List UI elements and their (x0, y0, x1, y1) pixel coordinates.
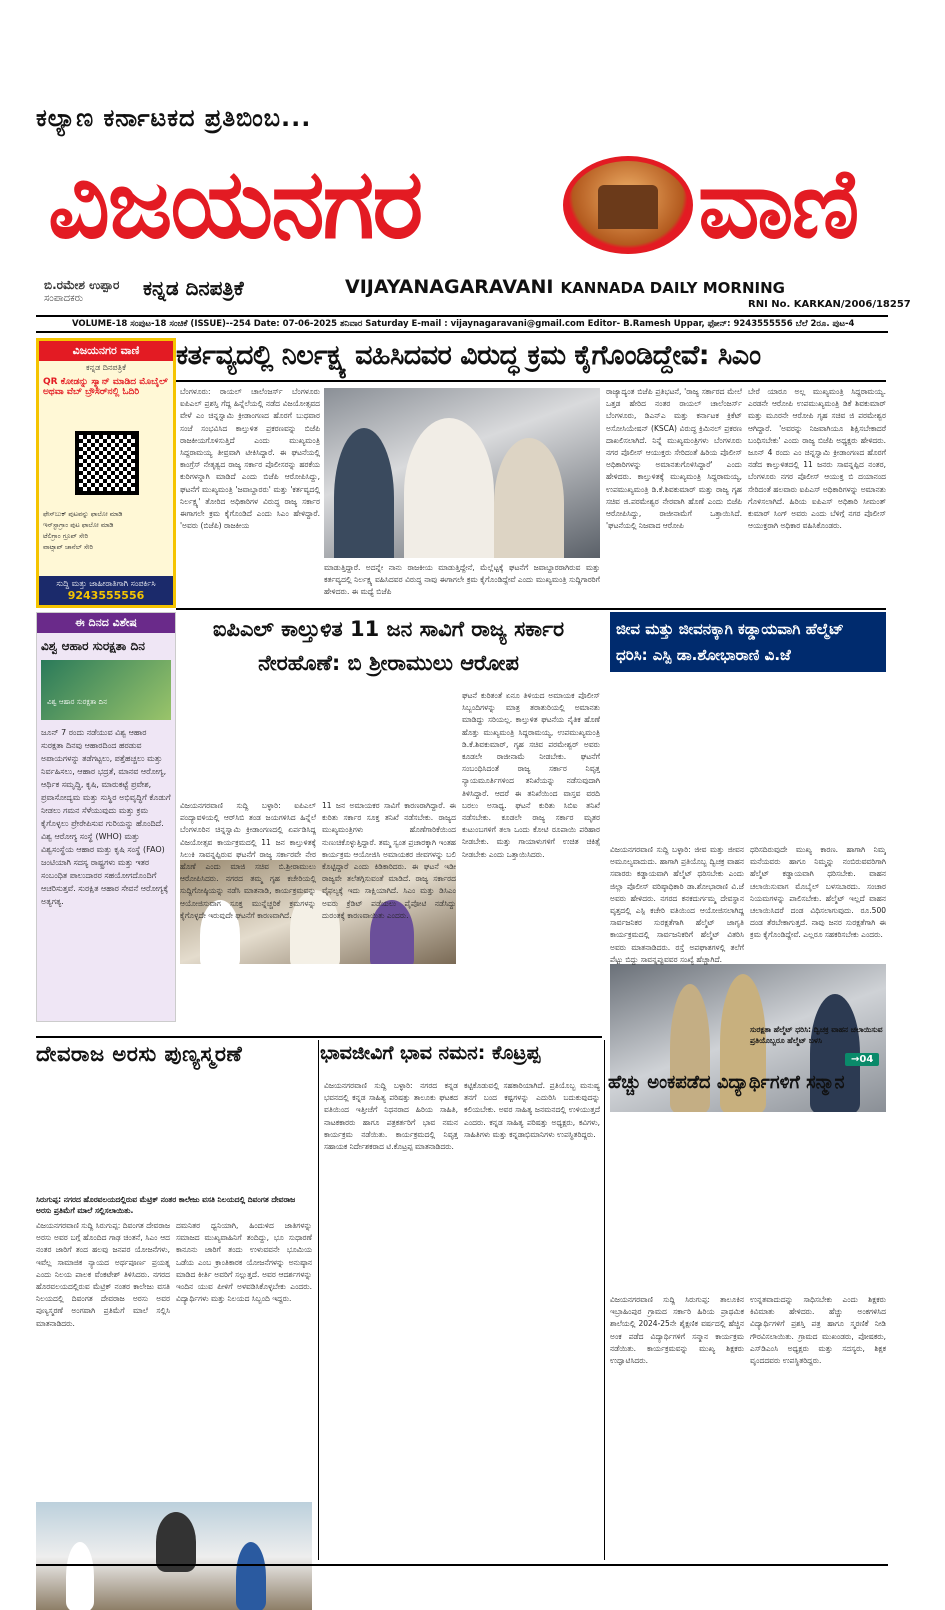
story4-col-a: ವಿಜಯನಗರವಾಣಿ ಸುದ್ದಿ ಸಿರುಗುಪ್ಪ: ದಿವಂಗತ ದೇವರಾಜ ಅರಸು ಅವರ ಬಗ್ಗೆ ಹೊಂದಿದ ಗಾಢ ಚಿಂತನೆ, ಸಿಎಂ ಆದ ನಂತರ ಜಾರಿಗೆ ತಂದ ಹಲವು ಜನಪರ ಯೋಜನೆಗಳು, ಇವೆಲ್ಲ ಸಾಮಾಜಿಕ ನ್ಯಾಯದ ಅರ್ಥಪೂರ್ಣ ಪ್ರಯತ್ನ ಎಂದು ನಿಲಯ ಪಾಲಕ ವೆಂಕಟೇಶ್ ತಿಳಿಸಿದರು. ನಗರದ ಹೊರವಲಯದಲ್ಲಿರುವ ಮೆಟ್ರಿಕ್ ನಂತರ ಕಾಲೇಜು ವಸತಿ ನಿಲಯದಲ್ಲಿ ದಿವಂಗತ ದೇವರಾಜ ಅರಸು ಅವರ ಪುಣ್ಯಸ್ಮರಣೆ ಅಂಗವಾಗಿ ಪ್ರತಿಮೆಗೆ ಮಾಲೆ ಸಲ್ಲಿಸಿ ಮಾತನಾಡಿದರು. (36, 1221, 170, 1328)
ad-line: ವಾಟ್ಸಾಪ್ ಚಾನೆಲ್ ಸೇರಿ (43, 543, 93, 551)
rni-number: RNI No. KARKAN/2006/18257 (748, 299, 911, 310)
story3-headline[interactable]: ಜೀವ ಮತ್ತು ಜೀವನಕ್ಕಾಗಿ ಕಡ್ಡಾಯವಾಗಿ ಹೆಲ್ಮೆಟ್ ಧರಿಸಿ: ಎಸ್ಪಿ ಡಾ.ಶೋಭಾರಾಣಿ ವಿ.ಜೆ (610, 612, 886, 672)
kannada-daily-label: ಕನ್ನಡ ದಿನಪತ್ರಿಕೆ (143, 276, 244, 300)
editor-credit (44, 278, 119, 304)
story2-right-col: ಘಟನೆ ಕುರಿತಂತೆ ಏನೂ ತಿಳಿಯದ ಅಮಾಯಕ ಪೊಲೀಸ್ ಸಿಬ್ಬಂದಿಗಳನ್ನು ಮಾತ್ರ ತರಾತುರಿಯಲ್ಲಿ ಅಮಾನತು ಮಾಡಿದ್ದು ಸರಿಯಲ್ಲ. ಕಾಲ್ತುಳಿತ ಘಟನೆಯ ನೈತಿಕ ಹೊಣೆ ಹೊತ್ತು ಮುಖ್ಯಮಂತ್ರಿ ಸಿದ್ದರಾಮಯ್ಯ, ಉಪಮುಖ್ಯಮಂತ್ರಿ ಡಿ.ಕೆ.ಶಿವಕುಮಾರ್, ಗೃಹ ಸಚಿವ ಪರಮೇಶ್ವರ್ ಅವರು ಕೂಡಲೇ ರಾಜೀನಾಮೆ ನೀಡಬೇಕು. ಘಟನೆಗೆ ಸಂಬಂಧಿಸಿದಂತೆ ರಾಜ್ಯ ಸರ್ಕಾರ ನಿವೃತ್ತ ನ್ಯಾಯಮೂರ್ತಿಗಳಿಂದ ತನಿಖೆಯನ್ನು ನಡೆಸುವುದಾಗಿ ತಿಳಿಸಿದ್ದಾರೆ. ಆದರೆ ಈ ತನಿಖೆಯಿಂದ ವಾಸ್ತವ ವರದಿ ಬರಲು ಅಸಾಧ್ಯ. ಘಟನೆ ಕುರಿತು ಸಿಬಿಐ ತನಿಖೆ ನಡೆಸಬೇಕು. ಕೂಡಲೇ ರಾಜ್ಯ ಸರ್ಕಾರ ಮೃತರ ಕುಟುಂಬಗಳಿಗೆ ತಲಾ ಒಂದು ಕೋಟಿ ರೂಪಾಯಿ ಪರಿಹಾರ ನೀಡಬೇಕು. ಮತ್ತು ಗಾಯಾಳುಗಳಿಗೆ ಉಚಿತ ಚಿಕಿತ್ಸೆ ನೀಡಬೇಕು ಎಂದು ಒತ್ತಾಯಿಸಿದರು. (462, 691, 600, 859)
story5-col-a: ವಿಜಯನಗರವಾಣಿ ಸುದ್ದಿ ಬಳ್ಳಾರಿ: ನಗರದ ಕನ್ನಡ ಭವನದಲ್ಲಿ ಕನ್ನಡ ಸಾಹಿತ್ಯ ಪರಿಷತ್ತು ತಾಲೂಕು ಘಟಕದ ವತಿಯಿಂದ ಇತ್ತೀಚೆಗೆ ನಿಧನರಾದ ಹಿರಿಯ ಸಾಹಿತಿ, ನಾಟಕಕಾರರು ಹಾಗೂ ಪತ್ರಕರ್ತರಿಗೆ ಭಾವ ನಮನ ಕಾರ್ಯಕ್ರಮ ನಡೆಯಿತು. ಕಾರ್ಯಕ್ರಮದಲ್ಲಿ ನಿವೃತ್ತ ಸಹಾಯಕ ನಿರ್ದೇಶಕರಾದ ಟಿ.ಕೊಟ್ರಪ್ಪ ಮಾತನಾಡಿದರು. (324, 1081, 458, 1152)
lead-col-3: ರಾಜ್ಯಾದ್ಯಂತ ಬಿಜೆಪಿ ಪ್ರತಿಭಟನೆ, 'ರಾಜ್ಯ ಸರ್ಕಾರದ ಮೇಲೆ ಒತ್ತಡ ಹೇರಿದ ನಂತರ ರಾಯಲ್ ಚಾಲೆಂಜರ್ಸ್ ಬೆಂಗಳೂರು, ಡಿಎನ್‌ಎ ಮತ್ತು ಕರ್ನಾಟಕ ಕ್ರಿಕೆಟ್ ಅಸೋಸಿಯೇಷನ್ (KSCA) ವಿರುದ್ಧ ಕ್ರಿಮಿನಲ್ ಪ್ರಕರಣ ದಾಖಲಿಸಲಾಗಿದೆ. ನಿನ್ನೆ ಮುಖ್ಯಮಂತ್ರಿಗಳು ಬೆಂಗಳೂರು ನಗರ ಪೊಲೀಸ್ ಆಯುಕ್ತರು ಸೇರಿದಂತೆ ಹಿರಿಯ ಪೊಲೀಸ್ ಅಧಿಕಾರಿಗಳನ್ನು ಅಮಾನತುಗೊಳಿಸಿದ್ದಾರೆ' ಎಂದು ಹೇಳಿದರು. ಕಾಲ್ತುಳಿತಕ್ಕೆ ಮುಖ್ಯಮಂತ್ರಿ ಸಿದ್ದರಾಮಯ್ಯ, ಉಪಮುಖ್ಯಮಂತ್ರಿ ಡಿ.ಕೆ.ಶಿವಕುಮಾರ್ ಮತ್ತು ರಾಜ್ಯ ಗೃಹ ಸಚಿವ ಜಿ.ಪರಮೇಶ್ವರ ನೇರವಾಗಿ ಹೊಣೆ ಎಂದು ಬಿಜೆಪಿ ಆರೋಪಿಸಿದ್ದು, ರಾಜೀನಾಮೆಗೆ ಒತ್ತಾಯಿಸಿದೆ. 'ಘಟನೆಯಲ್ಲಿ ನಿಜವಾದ ಆರೋಪಿ (606, 387, 742, 531)
story6-col-b: ಉನ್ನತವಾದುದನ್ನು ಸಾಧಿಸಬೇಕು ಎಂದು ಶಿಕ್ಷಕರು ಕಿವಿಮಾತು ಹೇಳಿದರು. ಹೆಚ್ಚು ಅಂಕಗಳಿಸಿದ ವಿದ್ಯಾರ್ಥಿಗಳಿಗೆ ಪ್ರಶಸ್ತಿ ಪತ್ರ ಹಾಗೂ ಸ್ಮರಣಿಕೆ ನೀಡಿ ಗೌರವಿಸಲಾಯಿತು. ಗ್ರಾಮದ ಮುಖಂಡರು, ಪೋಷಕರು, ಎಸ್‌ಡಿಎಂಸಿ ಅಧ್ಯಕ್ಷರು ಮತ್ತು ಸದಸ್ಯರು, ಶಿಕ್ಷಕ ವೃಂದದವರು ಉಪಸ್ಥಿತರಿದ್ದರು. (750, 1295, 886, 1366)
sidebar-advert (36, 338, 176, 608)
story4-caption: ಸಿರುಗುಪ್ಪ: ನಗರದ ಹೊರವಲಯದಲ್ಲಿರುವ ಮೆಟ್ರಿಕ್ ನಂತರ ಕಾಲೇಜು ವಸತಿ ನಿಲಯದಲ್ಲಿ ದಿವಂಗತ ದೇವರಾಜ ಅರಸು ಪ್ರತಿಮೆಗೆ ಮಾಲೆ ಸಲ್ಲಿಸಲಾಯಿತು. (36, 1195, 296, 1215)
ad-line: ಇನ್‌ಸ್ಟಾಗ್ರಾಂ ಪುಟ ಫಾಲೋ ಮಾಡಿ (43, 521, 114, 529)
ad-contact-label: ಸುದ್ದಿ ಮತ್ತು ಜಾಹೀರಾತಿಗಾಗಿ ಸಂಪರ್ಕಿಸಿ (56, 579, 156, 588)
divider (176, 608, 886, 610)
masthead-tagline: ಕಲ್ಯಾಣ ಕರ್ನಾಟಕದ ಪ್ರತಿಬಿಂಬ... (36, 104, 312, 132)
special-image-caption: ವಿಶ್ವ ಆಹಾರ ಸುರಕ್ಷತಾ ದಿನ (47, 698, 107, 706)
masthead-logo (48, 148, 900, 260)
page-bottom-rule (36, 1564, 888, 1566)
food-safety-image (41, 660, 171, 720)
column-rule (318, 1040, 319, 1560)
english-tag: KANNADA DAILY MORNING (560, 279, 785, 297)
lead-col-2: ಮಾಡುತ್ತಿದ್ದಾರೆ. ಅದನ್ನೇ ನಾನು ರಾಜಕೀಯ ಮಾಡುತ್ತಿದ್ದೇನೆ, ಮೆಲ್ಲೆಟ್ಟಕ್ಕೆ ಘಟನೆಗೆ ಜವಾಬ್ದಾರರಾಗಿರುವ ಮತ್ತು ಕರ್ತವ್ಯದಲ್ಲಿ ನಿರ್ಲಕ್ಷ್ಯ ವಹಿಸಿದವರ ವಿರುದ್ಧ ನಾವು ಈಗಾಗಲೇ ಕ್ರಮ ಕೈಗೊಂಡಿದ್ದೇವೆ ಎಂದು ಮುಖ್ಯಮಂತ್ರಿ ಸುದ್ದಿಗಾರರಿಗೆ ಹೇಳಿದರು. ಈ ಮಧ್ಯೆ ಬಿಜೆಪಿ (324, 563, 600, 597)
masthead-title-left: ವಿಜಯನಗರ (48, 148, 422, 260)
english-masthead (345, 276, 785, 298)
editor-name: ಬಿ.ರಮೇಶ ಉಪ್ಪಾರ (44, 278, 120, 292)
english-name: VIJAYANAGARAVANI (345, 276, 554, 298)
hampi-chariot-emblem-icon (563, 156, 693, 254)
ad-social-list (43, 509, 171, 553)
special-title: ವಿಶ್ವ ಆಹಾರ ಸುರಕ್ಷತಾ ದಿನ (41, 639, 145, 653)
story3-caption: ಸುರಕ್ಷತಾ ಹೆಲ್ಮೆಟ್ ಧರಿಸಿ: ದ್ವಿಚಕ್ರ ವಾಹನ ಚಲಾಯಿಸುವ ಪ್ರತಿಯೊಬ್ಬರೂ ಹೆಲ್ಮೆಟ್ ಬಳಸಿ (750, 1025, 883, 1045)
issue-info-bar: VOLUME-18 ಸಂಪುಟ-18 ಸಂಚಿಕೆ (ISSUE)--254 Date: 07-06-2025 ಶನಿವಾರ Saturday E-mail : vijaynagaravani@gmail.com Editor- B.Ramesh Uppar, ಫೋನ್: 9243555556 ಬೆಲೆ 2ರೂ. ಪುಟ-4 (36, 315, 888, 333)
ad-qr-label: QR ಕೋಡನ್ನು ಸ್ಕ್ಯಾನ್ ಮಾಡಿದ ಮೊಬೈಲ್ ಅಥವಾ ವೆಬ್ ಬ್ರೌಸರ್‌ನಲ್ಲಿ ಓದಿರಿ (43, 377, 168, 397)
ad-line: ಫೇಸ್‌ಬುಕ್ ಪುಟವನ್ನು ಫಾಲೋ ಮಾಡಿ (43, 510, 123, 518)
story6-col-a: ವಿಜಯನಗರವಾಣಿ ಸುದ್ದಿ ಸಿರುಗುಪ್ಪ: ತಾಲೂಕಿನ ಇಬ್ರಾಹಿಂಪುರ ಗ್ರಾಮದ ಸರ್ಕಾರಿ ಹಿರಿಯ ಪ್ರಾಥಮಿಕ ಶಾಲೆಯಲ್ಲಿ 2024-25ನೇ ಶೈಕ್ಷಣಿಕ ವರ್ಷದಲ್ಲಿ ಹೆಚ್ಚಿನ ಅಂಕ ಪಡೆದ ವಿದ್ಯಾರ್ಥಿಗಳಿಗೆ ಸನ್ಮಾನ ಕಾರ್ಯಕ್ರಮ ನಡೆಯಿತು. ಕಾರ್ಯಕ್ರಮವನ್ನು ಮುಖ್ಯ ಶಿಕ್ಷಕರು ಉದ್ಘಾಟಿಸಿದರು. (610, 1295, 744, 1366)
story2-headline[interactable]: ಐಪಿಎಲ್ ಕಾಲ್ತುಳಿತ 11 ಜನ ಸಾವಿಗೆ ರಾಜ್ಯ ಸರ್ಕಾರ ನೇರಹೊಣೆ: ಬಿ ಶ್ರೀರಾಮುಲು ಆರೋಪ (212, 617, 565, 675)
special-heading: ಈ ದಿನದ ವಿಶೇಷ (37, 613, 175, 633)
story5-headline[interactable]: ಭಾವಜೀವಿಗೆ ಭಾವ ನಮನ: ಕೊಟ್ರಪ್ಪ (320, 1042, 541, 1064)
divider (176, 380, 886, 382)
ad-subtitle: ಕನ್ನಡ ದಿನಪತ್ರಿಕೆ (85, 363, 126, 372)
ad-phone-number: 9243555556 (67, 589, 145, 602)
special-text: ಜೂನ್ 7 ರಂದು ನಡೆಯುವ ವಿಶ್ವ ಆಹಾರ ಸುರಕ್ಷತಾ ದಿನವು ಆಹಾರದಿಂದ ಹರಡುವ ಅಪಾಯಗಳನ್ನು ತಡೆಗಟ್ಟಲು, ಪತ್ತೆಹಚ್ಚಲು ಮತ್ತು ನಿರ್ವಹಿಸಲು, ಆಹಾರ ಭದ್ರತೆ, ಮಾನವ ಆರೋಗ್ಯ, ಆರ್ಥಿಕ ಸಮೃದ್ಧಿ, ಕೃಷಿ, ಮಾರುಕಟ್ಟೆ ಪ್ರವೇಶ, ಪ್ರವಾಸೋದ್ಯಮ ಮತ್ತು ಸುಸ್ಥಿರ ಅಭಿವೃದ್ಧಿಗೆ ಕೊಡುಗೆ ನೀಡಲು ಗಮನ ಸೆಳೆಯುವುದು ಮತ್ತು ಕ್ರಮ ಕೈಗೊಳ್ಳಲು ಪ್ರೇರೇಪಿಸುವ ಗುರಿಯನ್ನು ಹೊಂದಿದೆ. ವಿಶ್ವ ಆರೋಗ್ಯ ಸಂಸ್ಥೆ (WHO) ಮತ್ತು ವಿಶ್ವಸಂಸ್ಥೆಯ ಆಹಾರ ಮತ್ತು ಕೃಷಿ ಸಂಸ್ಥೆ (FAO) ಜಂಟಿಯಾಗಿ ಸದಸ್ಯ ರಾಷ್ಟ್ರಗಳು ಮತ್ತು ಇತರ ಸಂಬಂಧಿತ ಪಾಲುದಾರರ ಸಹಯೋಗದೊಂದಿಗೆ ಆಚರಿಸುತ್ತವೆ. ಸುರಕ್ಷಿತ ಆಹಾರ ಸೇವನೆ ಆರೋಗ್ಯಕ್ಕೆ ಅತ್ಯಗತ್ಯ. (41, 728, 171, 906)
story6-headline[interactable]: ಹೆಚ್ಚು ಅಂಕಪಡೆದ ವಿದ್ಯಾರ್ಥಿಗಳಿಗೆ ಸನ್ಮಾನ (608, 1072, 845, 1093)
editor-role: ಸಂಪಾದಕರು (44, 293, 84, 304)
column-rule (604, 1040, 605, 1560)
lead-col-4: ಬೇರೆ ಯಾರೂ ಅಲ್ಲ ಮುಖ್ಯಮಂತ್ರಿ ಸಿದ್ದರಾಮಯ್ಯ. ಎರಡನೇ ಆರೋಪಿ ಉಪಮುಖ್ಯಮಂತ್ರಿ ಡಿಕೆ ಶಿವಕುಮಾರ್ ಮತ್ತು ಮೂರನೇ ಆರೋಪಿ ಗೃಹ ಸಚಿವ ಜಿ ಪರಮೇಶ್ವರ ಆಗಿದ್ದಾರೆ. 'ಅವರನ್ನು ನಿಜವಾಗಿಯೂ ಶಿಕ್ಷಿಸಬೇಕಾದರೆ ಬಂಧಿಸಬೇಕು' ಎಂದು ರಾಜ್ಯ ಬಿಜೆಪಿ ಅಧ್ಯಕ್ಷರು ಹೇಳಿದರು. ಜೂನ್ 4 ರಂದು ಎಂ ಚಿನ್ನಸ್ವಾಮಿ ಕ್ರೀಡಾಂಗಣದ ಹೊರಗೆ ನಡೆದ ಕಾಲ್ತುಳಿತದಲ್ಲಿ 11 ಜನರು ಸಾವನ್ನಪ್ಪಿದ ನಂತರ, ಬೆಂಗಳೂರು ನಗರ ಪೊಲೀಸ್ ಆಯುಕ್ತ ಬಿ ದಯಾನಂದ ಸೇರಿದಂತೆ ಹಲವಾರು ಐಪಿಎಸ್ ಅಧಿಕಾರಿಗಳನ್ನು ಅಮಾನತು ಗೊಳಿಸಲಾಗಿದೆ. ಹಿರಿಯ ಐಪಿಎಸ್ ಅಧಿಕಾರಿ ಸೀಮಂತ್ ಕುಮಾರ್ ಸಿಂಗ್ ಅವರು ಎಂದು ಬೆಳಿಗ್ಗೆ ನಗರ ಪೊಲೀಸ್ ಆಯುಕ್ತರಾಗಿ ಅಧಿಕಾರ ವಹಿಸಿಕೊಂಡರು. (748, 387, 886, 531)
ad-contact (39, 576, 173, 605)
masthead-title-right: ವಾಣಿ (698, 148, 858, 260)
story5-col-b: ಕಟ್ಟಿಕೊಡುವಲ್ಲಿ ಸಹಕಾರಿಯಾಗಿದೆ. ಪ್ರತಿಯೊಬ್ಬ ಮನುಷ್ಯ ತನಗೆ ಬಂದ ಕಷ್ಟಗಳನ್ನು ಎದುರಿಸಿ ಬದುಕುವುದನ್ನು ಕಲಿಯಬೇಕು. ಅವರ ಸಾಹಿತ್ಯ ಜನಮನದಲ್ಲಿ ಉಳಿಯುತ್ತದೆ ಎಂದರು. ಕನ್ನಡ ಸಾಹಿತ್ಯ ಪರಿಷತ್ತು ಅಧ್ಯಕ್ಷರು, ಕವಿಗಳು, ಸಾಹಿತಿಗಳು ಮತ್ತು ಕನ್ನಡಾಭಿಮಾನಿಗಳು ಉಪಸ್ಥಿತರಿದ್ದರು. (464, 1081, 600, 1139)
story2-col-b: 11 ಜನ ಅಮಾಯಕರ ಸಾವಿಗೆ ಕಾರಣರಾಗಿದ್ದಾರೆ. ಈ ಕುರಿತು ಸರ್ಕಾರ ಸೂಕ್ತ ತನಿಖೆ ನಡೆಸಬೇಕು. ರಾಜ್ಯದ ಮುಖ್ಯಮಂತ್ರಿಗಳು ಹೊಣೆಗಾರಿಕೆಯಿಂದ ನುಣುಚಿಕೊಳ್ಳುತ್ತಿದ್ದಾರೆ. ತಮ್ಮ ಸ್ವಂತ ಪ್ರಚಾರಕ್ಕಾಗಿ ಇಂತಹ ಕಾರ್ಯಕ್ರಮ ಆಯೋಜಿಸಿ ಅಮಾಯಕರ ಜೀವಗಳನ್ನು ಬಲಿ ಕೊಟ್ಟಿದ್ದಾರೆ ಎಂದು ಕಿಡಿಕಾರಿದರು. ಈ ಘಟನೆ ಇಡೀ ರಾಜ್ಯವೇ ತಲೆತಗ್ಗಿಸುವಂತೆ ಮಾಡಿದೆ. ರಾಜ್ಯ ಸರ್ಕಾರದ ವೈಫಲ್ಯಕ್ಕೆ ಇದು ಸಾಕ್ಷಿಯಾಗಿದೆ. ಸಿಎಂ ಮತ್ತು ಡಿಸಿಎಂ ಅವರು ಕ್ರೆಡಿಟ್ ಪಡೆಯಲು ಪೈಪೋಟಿ ನಡೆಸಿದ್ದು ದುರಂತಕ್ಕೆ ಕಾರಣವಾಯಿತು ಎಂದರು. (322, 801, 456, 920)
ad-line: ಟೆಲಿಗ್ರಾಂ ಗ್ರೂಪ್ ಸೇರಿ (43, 532, 89, 540)
divider (36, 1036, 602, 1038)
story2-col-a: ವಿಜಯನಗರವಾಣಿ ಸುದ್ದಿ ಬಳ್ಳಾರಿ: ಐಪಿಎಲ್ ಪಂದ್ಯಾವಳಿಯಲ್ಲಿ ಆರ್‌ಸಿಬಿ ತಂಡ ಜಯಗಳಿಸಿದ ಹಿನ್ನೆಲೆ ಬೆಂಗಳೂರಿನ ಚಿನ್ನಸ್ವಾಮಿ ಕ್ರೀಡಾಂಗಣದಲ್ಲಿ ಏರ್ಪಡಿಸಿದ್ದ ವಿಜಯೋತ್ಸವ ಕಾರ್ಯಕ್ರಮದಲ್ಲಿ 11 ಜನ ಕಾಲ್ತುಳಿತಕ್ಕೆ ಸಿಲುಕಿ ಸಾವನ್ನಪ್ಪಿರುವ ಘಟನೆಗೆ ರಾಜ್ಯ ಸರ್ಕಾರವೇ ನೇರ ಹೊಣೆ ಎಂದು ಮಾಜಿ ಸಚಿವ ಬಿ.ಶ್ರೀರಾಮುಲು ಆರೋಪಿಸಿದರು. ನಗರದ ತಮ್ಮ ಗೃಹ ಕಚೇರಿಯಲ್ಲಿ ಸುದ್ದಿಗೋಷ್ಠಿಯನ್ನು ನಡೆಸಿ ಮಾತನಾಡಿ, ಕಾರ್ಯಕ್ರಮವನ್ನು ಆಯೋಜಿಸುವಾಗ ಸೂಕ್ತ ಮುನ್ನೆಚ್ಚರಿಕೆ ಕ್ರಮಗಳನ್ನು ಕೈಗೊಳ್ಳದೇ ಇರುವುದೇ ಘಟನೆಗೆ ಕಾರಣವಾಗಿದೆ. (180, 801, 316, 920)
story4-col-b: ದಮನಿತರ ಧ್ವನಿಯಾಗಿ, ಹಿಂದುಳಿದ ಜಾತಿಗಳನ್ನು ಸಮಾಜದ ಮುಖ್ಯವಾಹಿನಿಗೆ ತಂದಿದ್ದು, ಭೂ ಸುಧಾರಣೆ ಕಾನೂನು ಜಾರಿಗೆ ತಂದು ಉಳುವವನೇ ಭೂಮಿಯ ಒಡೆಯ ಎಂಬ ಕ್ರಾಂತಿಕಾರಕ ಯೋಜನೆಗಳನ್ನು ಅನುಷ್ಠಾನ ಮಾಡಿದ ಕೀರ್ತಿ ಅವರಿಗೆ ಸಲ್ಲುತ್ತದೆ. ಅವರ ಆದರ್ಶಗಳನ್ನು ಇಂದಿನ ಯುವ ಪೀಳಿಗೆ ಅಳವಡಿಸಿಕೊಳ್ಳಬೇಕು ಎಂದರು. ವಿದ್ಯಾರ್ಥಿಗಳು ಮತ್ತು ನಿಲಯದ ಸಿಬ್ಬಂದಿ ಇದ್ದರು. (176, 1221, 312, 1304)
qr-code-icon[interactable] (75, 431, 139, 495)
lead-headline[interactable]: ಕರ್ತವ್ಯದಲ್ಲಿ ನಿರ್ಲಕ್ಷ್ಯ ವಹಿಸಿದವರ ವಿರುದ್ಧ ಕ್ರಮ ಕೈಗೊಂಡಿದ್ದೇವೆ: ಸಿಎಂ (176, 340, 761, 371)
story3-col-a: ವಿಜಯನಗರವಾಣಿ ಸುದ್ದಿ ಬಳ್ಳಾರಿ: ಜೀವ ಮತ್ತು ಜೀವನ ಅಮೂಲ್ಯವಾದುದು. ಹಾಗಾಗಿ ಪ್ರತಿಯೊಬ್ಬ ದ್ವಿಚಕ್ರ ವಾಹನ ಸವಾರರು ಕಡ್ಡಾಯವಾಗಿ ಹೆಲ್ಮೆಟ್ ಧರಿಸಬೇಕು ಎಂದು ಜಿಲ್ಲಾ ಪೊಲೀಸ್ ವರಿಷ್ಠಾಧಿಕಾರಿ ಡಾ.ಶೋಭಾರಾಣಿ ವಿ.ಜೆ ಅವರು ಹೇಳಿದರು. ನಗರದ ಕನಕದುರ್ಗಮ್ಮ ದೇವಸ್ಥಾನ ವೃತ್ತದಲ್ಲಿ ಎಸ್ಪಿ ಕಚೇರಿ ವತಿಯಿಂದ ಆಯೋಜಿಸಲಾಗಿದ್ದ ಸಾರ್ವಜನಿಕರ ಸುರಕ್ಷತೆಗಾಗಿ ಹೆಲ್ಮೆಟ್ ಜಾಗೃತಿ ಕಾರ್ಯಕ್ರಮದಲ್ಲಿ ಸಾರ್ವಜನಿಕರಿಗೆ ಹೆಲ್ಮೆಟ್ ವಿತರಿಸಿ ಅವರು ಮಾತನಾಡಿದರು. ರಸ್ತೆ ಅಪಘಾತಗಳಲ್ಲಿ ತಲೆಗೆ ಪೆಟ್ಟು ಬಿದ್ದು ಸಾವನ್ನಪ್ಪುವವರ ಸಂಖ್ಯೆ ಹೆಚ್ಚಾಗಿದೆ. (610, 845, 744, 964)
today-special-box (36, 612, 176, 1022)
story3-col-b: ಧರಿಸದಿರುವುದೇ ಮುಖ್ಯ ಕಾರಣ. ಹಾಗಾಗಿ ನಿಮ್ಮ ಮನೆಯವರು ಹಾಗೂ ನಿಮ್ಮನ್ನು ನಂಬಿರುವವರಿಗಾಗಿ ಹೆಲ್ಮೆಟ್ ಕಡ್ಡಾಯವಾಗಿ ಧರಿಸಬೇಕು. ವಾಹನ ಚಲಾಯಿಸುವಾಗ ಮೊಬೈಲ್ ಬಳಸಬಾರದು. ಸಂಚಾರ ನಿಯಮಗಳನ್ನು ಪಾಲಿಸಬೇಕು. ಹೆಲ್ಮೆಟ್ ಇಲ್ಲದೆ ವಾಹನ ಚಲಾಯಿಸಿದರೆ ದಂಡ ವಿಧಿಸಲಾಗುವುದು. ರೂ.500 ದಂಡ ತೆರಬೇಕಾಗುತ್ತದೆ. ನಾವು ಜನರ ಸುರಕ್ಷತೆಗಾಗಿ ಈ ಕ್ರಮ ಕೈಗೊಂಡಿದ್ದೇವೆ. ಎಲ್ಲರೂ ಸಹಕರಿಸಬೇಕು ಎಂದರು. (750, 845, 886, 940)
cm-press-photo (324, 388, 600, 558)
continued-page-label[interactable]: →04 (845, 1053, 879, 1066)
lead-col-1: ಬೆಂಗಳೂರು: ರಾಯಲ್ ಚಾಲೆಂಜರ್ಸ್ ಬೆಂಗಳೂರು ಐಪಿಎಲ್ ಪ್ರಶಸ್ತಿ ಗೆದ್ದ ಹಿನ್ನೆಲೆಯಲ್ಲಿ ನಡೆದ ವಿಜಯೋತ್ಸವದ ವೇಳೆ ಎಂ ಚಿನ್ನಸ್ವಾಮಿ ಕ್ರೀಡಾಂಗಣದ ಹೊರಗೆ ಬುಧವಾರ ಸಂಜೆ ಸಂಭವಿಸಿದ ಕಾಲ್ತುಳಿತ ಪ್ರಕರಣವನ್ನು ಬಿಜೆಪಿ ರಾಜಕೀಯಗೊಳಿಸುತ್ತಿದೆ ಎಂದು ಮುಖ್ಯಮಂತ್ರಿ ಸಿದ್ದರಾಮಯ್ಯ ತೀವ್ರವಾಗಿ ಟೀಕಿಸಿದ್ದಾರೆ. ಈ ಘಟನೆಯಲ್ಲಿ ಕಾಂಗ್ರೆಸ್ ನೇತೃತ್ವದ ರಾಜ್ಯ ಸರ್ಕಾರ ಪೊಲೀಸರನ್ನು ಹರಕೆಯ ಕುರಿಗಳನ್ನಾಗಿ ಮಾಡಿದೆ ಎಂದು ಬಿಜೆಪಿ ಆರೋಪಿಸಿದ್ದು, ಘಟನೆಗೆ ಮುಖ್ಯಮಂತ್ರಿ 'ಜವಾಬ್ದಾರರು' ಮತ್ತು 'ಕರ್ತವ್ಯದಲ್ಲಿ ನಿರ್ಲಕ್ಷ್ಯ' ತೋರಿದ ಅಧಿಕಾರಿಗಳ ವಿರುದ್ಧ ರಾಜ್ಯ ಸರ್ಕಾರ ಈಗಾಗಲೇ ಕ್ರಮ ಕೈಗೊಂಡಿದೆ ಎಂದು ಸಿಎಂ ಹೇಳಿದ್ದಾರೆ. 'ಅವರು (ಬಿಜೆಪಿ) ರಾಜಕೀಯ (180, 387, 320, 531)
ad-title: ವಿಜಯನಗರ ವಾಣಿ (39, 341, 173, 361)
story4-headline[interactable]: ದೇವರಾಜ ಅರಸು ಪುಣ್ಯಸ್ಮರಣೆ (36, 1042, 243, 1066)
